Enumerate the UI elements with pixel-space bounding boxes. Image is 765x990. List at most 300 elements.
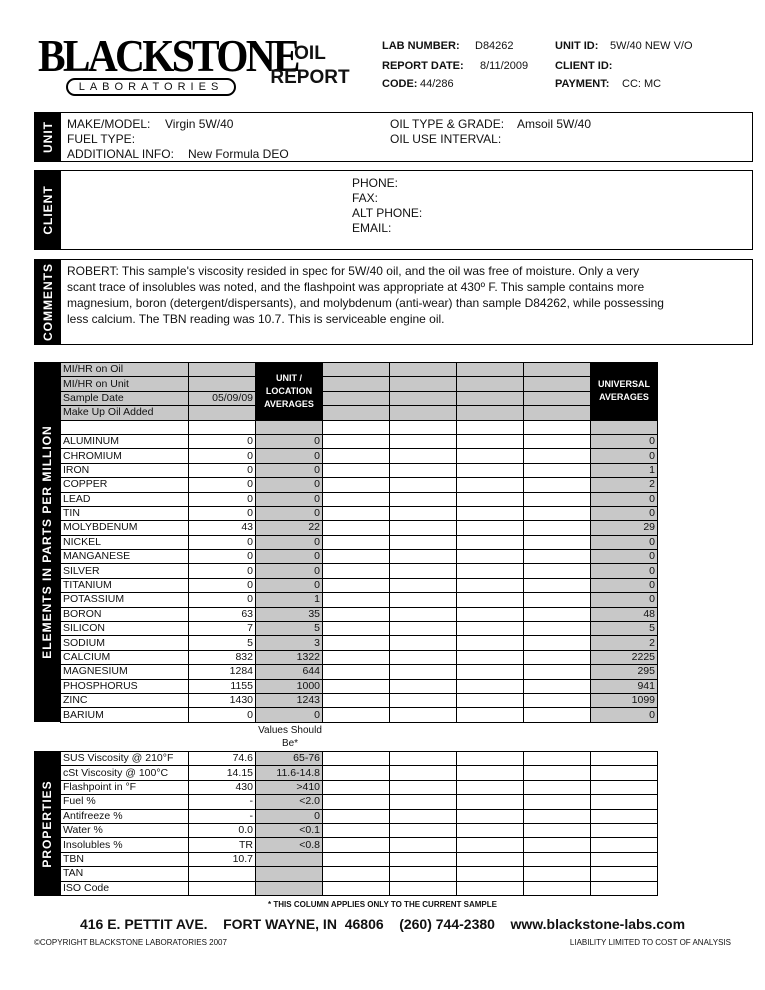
empty-cell [323, 752, 390, 766]
empty-cell [390, 766, 457, 780]
property-name: Fuel % [61, 795, 189, 809]
empty-cell [390, 780, 457, 794]
info-row [61, 363, 658, 377]
element-value: 0 [189, 535, 256, 549]
empty-cell [323, 665, 390, 679]
empty-cell [390, 593, 457, 607]
empty-cell [524, 708, 591, 722]
element-name: MAGNESIUM [61, 665, 189, 679]
element-universal-avg: 5 [591, 622, 658, 636]
empty-cell [323, 766, 390, 780]
element-name: BORON [61, 607, 189, 621]
unit-section [34, 112, 753, 162]
liability-note: LIABILITY LIMITED TO COST OF ANALYSIS [569, 938, 731, 947]
empty-cell [390, 363, 457, 377]
empty-cell [524, 478, 591, 492]
element-unit-avg: 0 [256, 564, 323, 578]
empty-cell [390, 506, 457, 520]
element-unit-avg: 35 [256, 607, 323, 621]
element-name: SILVER [61, 564, 189, 578]
element-name: ZINC [61, 693, 189, 707]
unit-id-label: UNIT ID: [555, 40, 599, 52]
additional-info-label: ADDITIONAL INFO: [67, 147, 174, 161]
element-row [61, 506, 658, 520]
empty-cell [323, 521, 390, 535]
property-row [61, 867, 658, 881]
element-row [61, 449, 658, 463]
report-title-line2: REPORT [270, 67, 350, 88]
element-value: 1155 [189, 679, 256, 693]
element-value: 1430 [189, 693, 256, 707]
element-value: 1284 [189, 665, 256, 679]
empty-cell [457, 780, 524, 794]
make-model-value: Virgin 5W/40 [165, 117, 234, 131]
property-should-be: 0 [256, 809, 323, 823]
report-date-label: REPORT DATE: [382, 60, 464, 72]
empty-cell [524, 780, 591, 794]
empty-cell [591, 809, 658, 823]
empty-cell [524, 752, 591, 766]
property-value: 10.7 [189, 852, 256, 866]
empty-cell [390, 377, 457, 391]
empty-cell [390, 578, 457, 592]
info-label: MI/HR on Oil [61, 363, 189, 377]
empty-cell [591, 752, 658, 766]
element-row [61, 693, 658, 707]
element-name: MOLYBDENUM [61, 521, 189, 535]
empty-cell [323, 564, 390, 578]
empty-cell [390, 650, 457, 664]
element-unit-avg: 0 [256, 463, 323, 477]
empty-cell [323, 506, 390, 520]
empty-cell [457, 708, 524, 722]
empty-cell [457, 535, 524, 549]
should-be-header: Values Should Be* [258, 725, 322, 749]
element-unit-avg: 1000 [256, 679, 323, 693]
info-value: 05/09/09 [189, 391, 256, 405]
info-row [61, 406, 658, 420]
property-name: ISO Code [61, 881, 189, 895]
logo-sub-text: LABORATORIES [66, 78, 236, 96]
element-unit-avg: 1322 [256, 650, 323, 664]
element-row [61, 463, 658, 477]
element-name: NICKEL [61, 535, 189, 549]
payment-value: CC: MC [622, 78, 662, 90]
empty-cell [390, 679, 457, 693]
report-title-line1: OIL [294, 43, 326, 64]
property-value: 74.6 [189, 752, 256, 766]
empty-cell [524, 852, 591, 866]
property-name: TAN [61, 867, 189, 881]
element-universal-avg: 29 [591, 521, 658, 535]
element-unit-avg: 0 [256, 578, 323, 592]
empty-cell [457, 363, 524, 377]
empty-cell [524, 506, 591, 520]
empty-cell [591, 867, 658, 881]
empty-cell [323, 852, 390, 866]
empty-cell [189, 420, 256, 434]
info-value [189, 363, 256, 377]
element-unit-avg: 0 [256, 434, 323, 448]
empty-cell [524, 377, 591, 391]
info-row [61, 391, 658, 405]
element-universal-avg: 295 [591, 665, 658, 679]
empty-cell [323, 363, 390, 377]
empty-cell [524, 766, 591, 780]
client-side-label: CLIENT [35, 171, 61, 249]
logo-main-text: BLACKSTONE [38, 30, 298, 81]
comments-text: ROBERT: This sample's viscosity resided in spec for 5W/40 oil, and the oil was free of moisture. Only a very scant trace of insolubles was noted, and the flashpoint was appropriate at 430º F. This sample contains more magnesium, boron (detergent/dispersants), and molybdenum (anti-wear) than sample D84262, while possessing less calcium. The TBN reading was 10.7. This is serviceable engine oil. [67, 264, 664, 326]
property-value: 14.15 [189, 766, 256, 780]
element-universal-avg: 2 [591, 478, 658, 492]
element-unit-avg: 0 [256, 550, 323, 564]
element-unit-avg: 0 [256, 708, 323, 722]
property-should-be [256, 867, 323, 881]
element-row [61, 564, 658, 578]
empty-cell [457, 449, 524, 463]
copyright: ©COPYRIGHT BLACKSTONE LABORATORIES 2007 [34, 938, 227, 947]
unit-avg-header: UNIT / LOCATION AVERAGES [256, 363, 323, 421]
empty-cell [390, 795, 457, 809]
empty-cell [457, 564, 524, 578]
empty-cell [390, 478, 457, 492]
empty-cell [457, 478, 524, 492]
empty-cell [390, 838, 457, 852]
empty-cell [61, 420, 189, 434]
element-value: 43 [189, 521, 256, 535]
element-name: BARIUM [61, 708, 189, 722]
info-label: Sample Date [61, 391, 189, 405]
element-name: MANGANESE [61, 550, 189, 564]
properties-side-label: PROPERTIES [34, 751, 60, 896]
property-row [61, 823, 658, 837]
element-row [61, 679, 658, 693]
element-value: 7 [189, 622, 256, 636]
property-should-be: <0.8 [256, 838, 323, 852]
element-unit-avg: 0 [256, 449, 323, 463]
empty-cell [524, 867, 591, 881]
empty-cell [457, 622, 524, 636]
empty-cell [390, 492, 457, 506]
empty-cell [457, 506, 524, 520]
oil-type-label: OIL TYPE & GRADE: [390, 117, 505, 131]
element-row [61, 665, 658, 679]
property-should-be [256, 852, 323, 866]
empty-cell [323, 593, 390, 607]
empty-cell [457, 550, 524, 564]
empty-cell [591, 881, 658, 895]
property-should-be [256, 881, 323, 895]
empty-cell [457, 406, 524, 420]
spacer-row [61, 420, 658, 434]
empty-cell [524, 881, 591, 895]
element-name: CHROMIUM [61, 449, 189, 463]
empty-cell [524, 693, 591, 707]
empty-cell [457, 377, 524, 391]
unit-id-value: 5W/40 NEW V/O [610, 40, 693, 52]
empty-cell [457, 766, 524, 780]
empty-cell [457, 838, 524, 852]
element-value: 832 [189, 650, 256, 664]
element-value: 63 [189, 607, 256, 621]
info-row [61, 377, 658, 391]
empty-cell [591, 823, 658, 837]
element-row [61, 434, 658, 448]
empty-cell [390, 752, 457, 766]
empty-cell [323, 578, 390, 592]
empty-cell [524, 391, 591, 405]
empty-cell [390, 867, 457, 881]
property-value: 0.0 [189, 823, 256, 837]
empty-cell [390, 420, 457, 434]
info-label: MI/HR on Unit [61, 377, 189, 391]
property-row [61, 838, 658, 852]
element-universal-avg: 0 [591, 449, 658, 463]
empty-cell [457, 867, 524, 881]
empty-cell [457, 492, 524, 506]
element-name: PHOSPHORUS [61, 679, 189, 693]
empty-cell [457, 665, 524, 679]
empty-cell [390, 636, 457, 650]
empty-cell [390, 708, 457, 722]
phone-label: PHONE: [352, 176, 399, 190]
empty-cell [591, 838, 658, 852]
empty-cell [390, 809, 457, 823]
element-value: 0 [189, 449, 256, 463]
element-unit-avg: 0 [256, 506, 323, 520]
property-should-be: 11.6-14.8 [256, 766, 323, 780]
empty-cell [390, 622, 457, 636]
empty-cell [524, 363, 591, 377]
property-name: Flashpoint in °F [61, 780, 189, 794]
empty-cell [323, 679, 390, 693]
property-name: cSt Viscosity @ 100°C [61, 766, 189, 780]
universal-avg-header: UNIVERSAL AVERAGES [591, 363, 658, 421]
property-value [189, 867, 256, 881]
property-name: SUS Viscosity @ 210°F [61, 752, 189, 766]
property-row [61, 766, 658, 780]
lab-number-value: D84262 [475, 40, 514, 52]
empty-cell [457, 521, 524, 535]
element-universal-avg: 0 [591, 564, 658, 578]
empty-cell [591, 420, 658, 434]
element-unit-avg: 22 [256, 521, 323, 535]
property-value: - [189, 795, 256, 809]
element-value: 0 [189, 593, 256, 607]
empty-cell [323, 607, 390, 621]
empty-cell [323, 377, 390, 391]
empty-cell [457, 795, 524, 809]
empty-cell [457, 679, 524, 693]
empty-cell [323, 823, 390, 837]
empty-cell [323, 693, 390, 707]
empty-cell [390, 535, 457, 549]
element-row [61, 636, 658, 650]
lab-number-label: LAB NUMBER: [382, 40, 460, 52]
element-value: 0 [189, 478, 256, 492]
empty-cell [524, 578, 591, 592]
element-name: LEAD [61, 492, 189, 506]
element-universal-avg: 0 [591, 434, 658, 448]
property-name: TBN [61, 852, 189, 866]
element-value: 0 [189, 506, 256, 520]
empty-cell [591, 852, 658, 866]
empty-cell [323, 463, 390, 477]
element-row [61, 521, 658, 535]
empty-cell [323, 708, 390, 722]
property-should-be: <0.1 [256, 823, 323, 837]
empty-cell [457, 593, 524, 607]
fax-label: FAX: [352, 191, 379, 205]
empty-cell [256, 420, 323, 434]
element-value: 5 [189, 636, 256, 650]
empty-cell [457, 391, 524, 405]
element-row [61, 550, 658, 564]
empty-cell [457, 752, 524, 766]
element-universal-avg: 0 [591, 492, 658, 506]
empty-cell [323, 650, 390, 664]
empty-cell [591, 766, 658, 780]
empty-cell [524, 593, 591, 607]
element-universal-avg: 941 [591, 679, 658, 693]
property-name: Water % [61, 823, 189, 837]
element-name: TIN [61, 506, 189, 520]
empty-cell [390, 463, 457, 477]
property-should-be: <2.0 [256, 795, 323, 809]
empty-cell [524, 463, 591, 477]
element-unit-avg: 0 [256, 535, 323, 549]
element-unit-avg: 1243 [256, 693, 323, 707]
empty-cell [323, 881, 390, 895]
empty-cell [390, 607, 457, 621]
elements-table [60, 362, 658, 723]
element-universal-avg: 0 [591, 550, 658, 564]
code-value: 44/286 [420, 78, 454, 90]
element-unit-avg: 3 [256, 636, 323, 650]
empty-cell [323, 867, 390, 881]
empty-cell [457, 650, 524, 664]
empty-cell [390, 852, 457, 866]
element-value: 0 [189, 708, 256, 722]
element-unit-avg: 0 [256, 492, 323, 506]
property-value [189, 881, 256, 895]
element-universal-avg: 0 [591, 708, 658, 722]
empty-cell [524, 795, 591, 809]
element-value: 0 [189, 578, 256, 592]
element-universal-avg: 48 [591, 607, 658, 621]
element-name: SODIUM [61, 636, 189, 650]
property-should-be: 65-76 [256, 752, 323, 766]
empty-cell [323, 636, 390, 650]
element-universal-avg: 2 [591, 636, 658, 650]
empty-cell [323, 838, 390, 852]
fuel-type-label: FUEL TYPE: [67, 132, 136, 146]
empty-cell [390, 823, 457, 837]
element-name: SILICON [61, 622, 189, 636]
empty-cell [457, 420, 524, 434]
element-name: POTASSIUM [61, 593, 189, 607]
empty-cell [457, 809, 524, 823]
empty-cell [323, 809, 390, 823]
property-should-be: >410 [256, 780, 323, 794]
property-value: TR [189, 838, 256, 852]
elements-side-label: ELEMENTS IN PARTS PER MILLION [34, 362, 60, 722]
empty-cell [323, 535, 390, 549]
property-name: Antifreeze % [61, 809, 189, 823]
empty-cell [524, 665, 591, 679]
element-row [61, 593, 658, 607]
email-label: EMAIL: [352, 221, 392, 235]
blackstone-logo [38, 30, 298, 100]
element-name: TITANIUM [61, 578, 189, 592]
empty-cell [457, 693, 524, 707]
property-row [61, 809, 658, 823]
code-label: CODE: [382, 78, 418, 90]
empty-cell [323, 780, 390, 794]
empty-cell [524, 823, 591, 837]
empty-cell [457, 881, 524, 895]
empty-cell [457, 434, 524, 448]
empty-cell [524, 679, 591, 693]
empty-cell [390, 550, 457, 564]
report-date-value: 8/11/2009 [480, 60, 529, 72]
element-name: IRON [61, 463, 189, 477]
element-row [61, 650, 658, 664]
element-unit-avg: 644 [256, 665, 323, 679]
element-universal-avg: 0 [591, 578, 658, 592]
element-name: COPPER [61, 478, 189, 492]
empty-cell [390, 564, 457, 578]
element-value: 0 [189, 434, 256, 448]
element-universal-avg: 1 [591, 463, 658, 477]
empty-cell [457, 607, 524, 621]
empty-cell [390, 406, 457, 420]
empty-cell [524, 449, 591, 463]
empty-cell [323, 795, 390, 809]
element-unit-avg: 0 [256, 478, 323, 492]
element-row [61, 535, 658, 549]
element-universal-avg: 0 [591, 506, 658, 520]
element-name: ALUMINUM [61, 434, 189, 448]
empty-cell [323, 478, 390, 492]
empty-cell [323, 434, 390, 448]
footer-address: 416 E. PETTIT AVE. FORT WAYNE, IN 46806 (260) 744-2380 www.blackstone-labs.com [79, 916, 686, 932]
empty-cell [390, 449, 457, 463]
empty-cell [457, 823, 524, 837]
element-unit-avg: 5 [256, 622, 323, 636]
empty-cell [457, 636, 524, 650]
element-unit-avg: 1 [256, 593, 323, 607]
empty-cell [390, 391, 457, 405]
alt-phone-label: ALT PHONE: [352, 206, 423, 220]
property-row [61, 780, 658, 794]
info-value [189, 406, 256, 420]
empty-cell [524, 838, 591, 852]
info-value [189, 377, 256, 391]
element-value: 0 [189, 564, 256, 578]
client-section [34, 170, 753, 250]
element-name: CALCIUM [61, 650, 189, 664]
empty-cell [323, 449, 390, 463]
empty-cell [323, 550, 390, 564]
element-row [61, 578, 658, 592]
empty-cell [323, 406, 390, 420]
property-row [61, 795, 658, 809]
empty-cell [457, 578, 524, 592]
empty-cell [524, 434, 591, 448]
empty-cell [390, 693, 457, 707]
element-row [61, 478, 658, 492]
